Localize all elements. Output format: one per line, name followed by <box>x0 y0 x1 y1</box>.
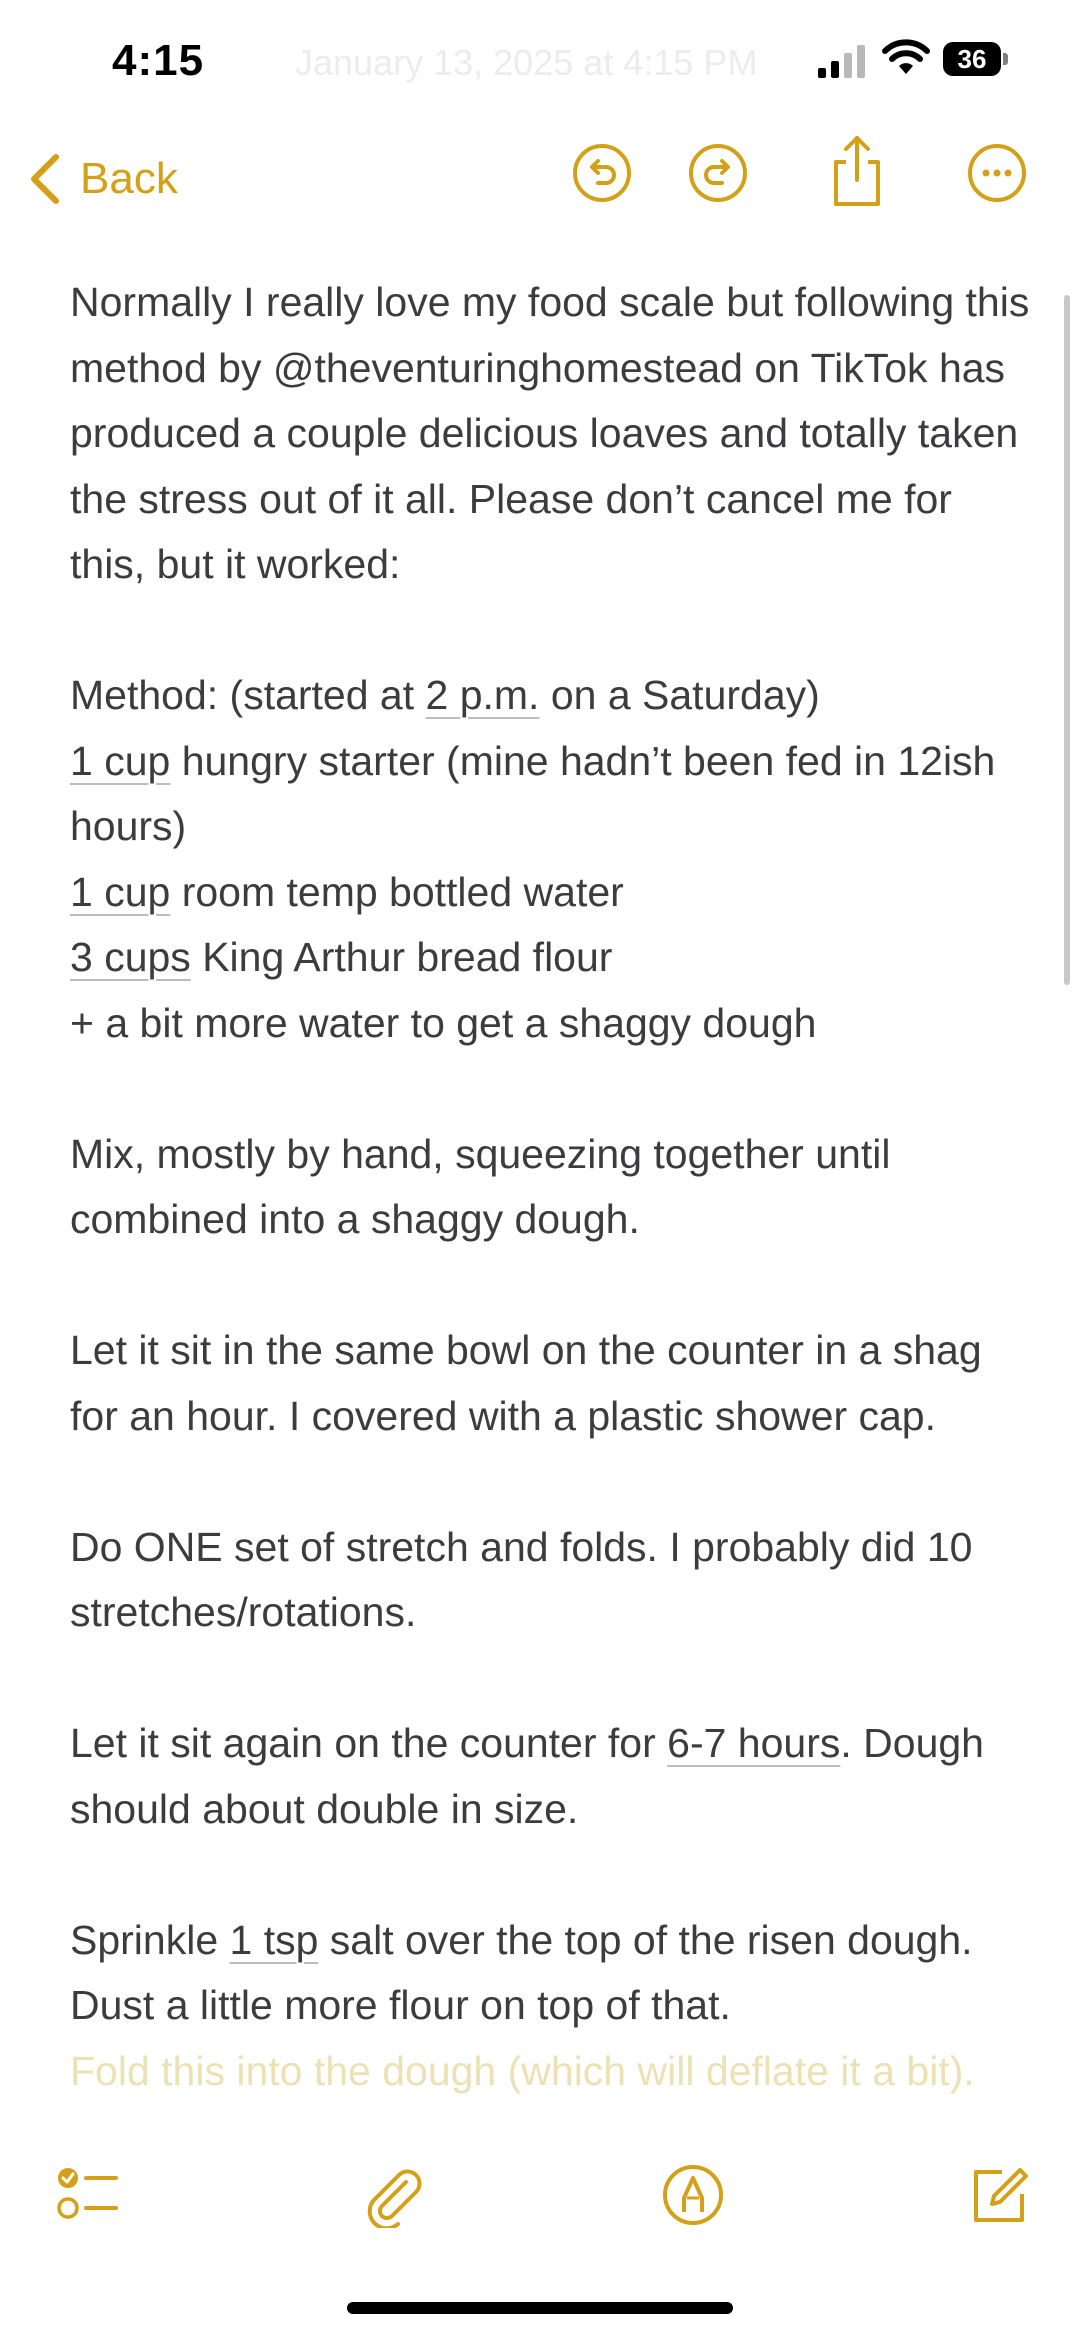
chevron-left-icon <box>28 153 62 205</box>
note-intro: Normally I really love my food scale but following this method by @theventuringhomestead on TikTok has produced a couple delicious loaves and totally taken the stress out of it all. Please don’t cancel me for this, but it worked: <box>70 279 1030 587</box>
markup-pen-icon[interactable] <box>660 2162 726 2228</box>
status-time: 4:15 <box>112 36 205 85</box>
bottom-toolbar <box>0 2150 1080 2250</box>
navigation-bar <box>0 130 1080 240</box>
cellular-signal-icon <box>818 44 866 78</box>
detected-time-link[interactable]: 2 p.m. <box>425 672 540 718</box>
ingredient-water: 1 cup room temp bottled water <box>70 868 624 915</box>
detected-measure-link[interactable]: 1 cup <box>70 868 171 915</box>
paperclip-icon[interactable] <box>360 2162 426 2228</box>
step-rise: Let it sit again on the counter for 6-7 hours. Dough should about double in size. <box>70 1720 984 1832</box>
more-options-icon[interactable] <box>966 142 1028 204</box>
battery-level: 36 <box>957 44 987 74</box>
detected-duration-link[interactable]: 6-7 hours <box>667 1720 841 1766</box>
ingredient-starter: 1 cup hungry starter (mine hadn’t been fed in 12ish hours) <box>70 737 996 849</box>
detected-measure-link[interactable]: 1 cup <box>70 737 171 784</box>
scrollbar[interactable] <box>1064 295 1070 985</box>
ingredient-flour: 3 cups King Arthur bread flour <box>70 934 613 980</box>
checklist-icon[interactable] <box>56 2162 122 2228</box>
detected-measure-link[interactable]: 1 tsp <box>229 1916 319 1963</box>
home-indicator[interactable] <box>347 2302 733 2314</box>
compose-icon[interactable] <box>966 2162 1032 2228</box>
undo-icon[interactable] <box>571 142 633 204</box>
ingredient-extra-water: + a bit more water to get a shaggy dough <box>70 999 817 1046</box>
step-fold-faded: Fold this into the dough (which will deflate it a bit). <box>70 2047 975 2094</box>
detected-measure-link[interactable]: 3 cups <box>70 934 191 980</box>
status-bar <box>0 0 1080 120</box>
redo-icon[interactable] <box>687 142 749 204</box>
method-line: Method: (started at 2 p.m. on a Saturday) <box>70 672 820 718</box>
battery-icon <box>943 42 1009 76</box>
note-body[interactable] <box>70 270 1030 2104</box>
note-date-header: January 13, 2025 at 4:15 PM <box>295 42 758 83</box>
share-icon[interactable] <box>826 134 888 208</box>
step-rest: Let it sit in the same bowl on the counter in a shag for an hour. I covered with a plastic shower cap. <box>70 1327 982 1439</box>
step-salt: Sprinkle 1 tsp salt over the top of the risen dough. Dust a little more flour on top of that. <box>70 1916 973 2028</box>
wifi-icon <box>882 38 930 76</box>
back-label: Back <box>80 154 178 203</box>
back-button[interactable] <box>28 144 178 214</box>
step-mix: Mix, mostly by hand, squeezing together until combined into a shaggy dough. <box>70 1130 891 1242</box>
step-folds: Do ONE set of stretch and folds. I probably did 10 stretches/rotations. <box>70 1523 973 1635</box>
